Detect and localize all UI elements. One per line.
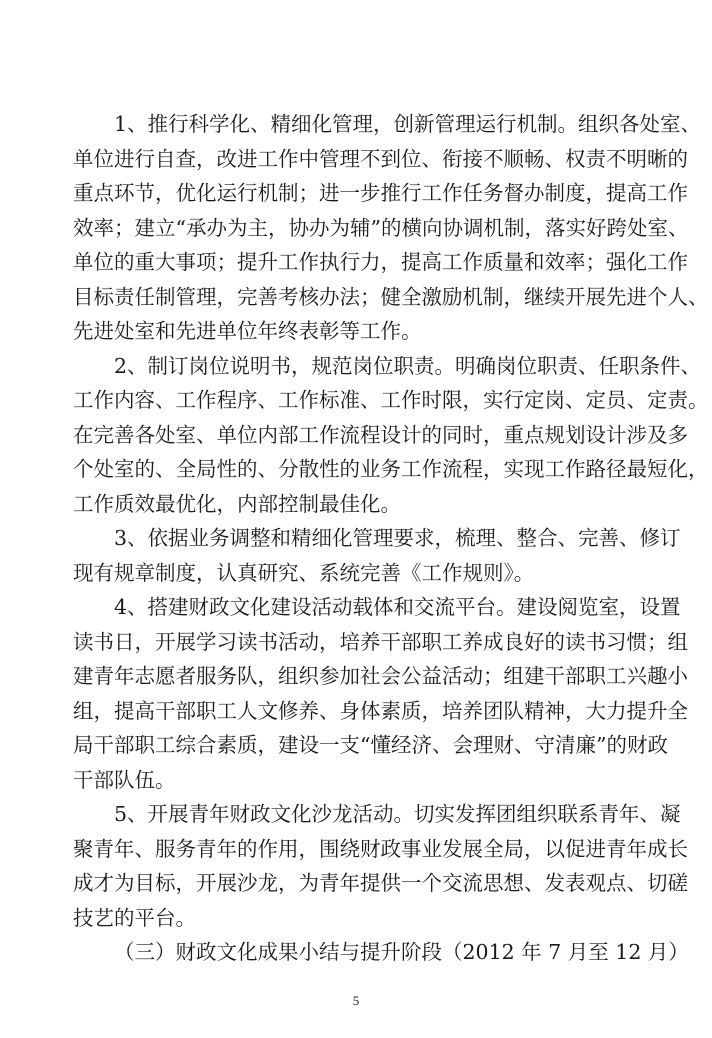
paragraph-line: 效率；建立“承办为主，协办为辅”的横向协调机制，落实好跨处室、 xyxy=(73,215,689,240)
paragraph-line: 3、依据业务调整和精细化管理要求，梳理、整合、完善、修订 xyxy=(114,526,681,550)
paragraph-line: 单位进行自查，改进工作中管理不到位、衔接不顺畅、权责不明晰的 xyxy=(73,146,688,171)
paragraph-line: 工作质效最优化，内部控制最佳化。 xyxy=(73,491,401,516)
paragraph-line: 单位的重大事项；提升工作执行力，提高工作质量和效率；强化工作 xyxy=(73,250,688,274)
paragraph-line: 1、推行科学化、精细化管理，创新管理运行机制。组织各处室、 xyxy=(114,112,702,136)
paragraph-line: 在完善各处室、单位内部工作流程设计的同时，重点规划设计涉及多 xyxy=(73,422,688,447)
document-body xyxy=(73,107,709,970)
paragraph-5 xyxy=(73,797,688,935)
paragraph-line: 重点环节，优化运行机制；进一步推行工作任务督办制度，提高工作 xyxy=(73,181,688,205)
paragraph-1 xyxy=(73,107,709,349)
paragraph-line: 聚青年、服务青年的作用，围绕财政事业发展全局，以促进青年成长 xyxy=(73,836,688,861)
paragraph-line: 5、开展青年财政文化沙龙活动。切实发挥团组织联系青年、凝 xyxy=(114,802,681,826)
paragraph-line: 个处室的、全局性的、分散性的业务工作流程，实现工作路径最短化， xyxy=(73,457,709,481)
paragraph-line: 成才为目标，开展沙龙，为青年提供一个交流思想、发表观点、切磋 xyxy=(73,871,688,895)
page-number: 5 xyxy=(352,993,360,1008)
paragraph-line: 读书日，开展学习读书活动，培养干部职工养成良好的读书习惯；组 xyxy=(73,629,688,654)
paragraph-2 xyxy=(73,349,709,522)
paragraph-3 xyxy=(73,521,681,590)
paragraph-line: 建青年志愿者服务队，组织参加社会公益活动；组建干部职工兴趣小 xyxy=(73,664,688,688)
paragraph-line: 目标责任制管理，完善考核办法；健全激励机制，继续开展先进个人、 xyxy=(73,284,709,309)
section-heading: （三）财政文化成果小结与提升阶段（2012 年 7 月至 12 月） xyxy=(114,940,689,964)
paragraph-line: 现有规章制度，认真研究、系统完善《工作规则》。 xyxy=(73,560,535,585)
paragraph-line: 工作内容、工作程序、工作标准、工作时限，实行定岗、定员、定责。 xyxy=(73,388,709,412)
paragraph-4 xyxy=(73,590,688,797)
paragraph-line: 局干部职工综合素质，建设一支“懂经济、会理财、守清廉”的财政 xyxy=(73,733,668,757)
paragraph-line: 组，提高干部职工人文修养、身体素质，培养团队精神，大力提升全 xyxy=(73,698,688,723)
paragraph-line: 2、制订岗位说明书，规范岗位职责。明确岗位职责、任职条件、 xyxy=(114,353,702,378)
paragraph-line: 4、搭建财政文化建设活动载体和交流平台。建设阅览室，设置 xyxy=(114,595,681,619)
paragraph-line: 干部队伍。 xyxy=(73,767,176,792)
paragraph-line: 先进处室和先进单位年终表彰等工作。 xyxy=(73,319,422,343)
paragraph-line: 技艺的平台。 xyxy=(73,905,196,930)
